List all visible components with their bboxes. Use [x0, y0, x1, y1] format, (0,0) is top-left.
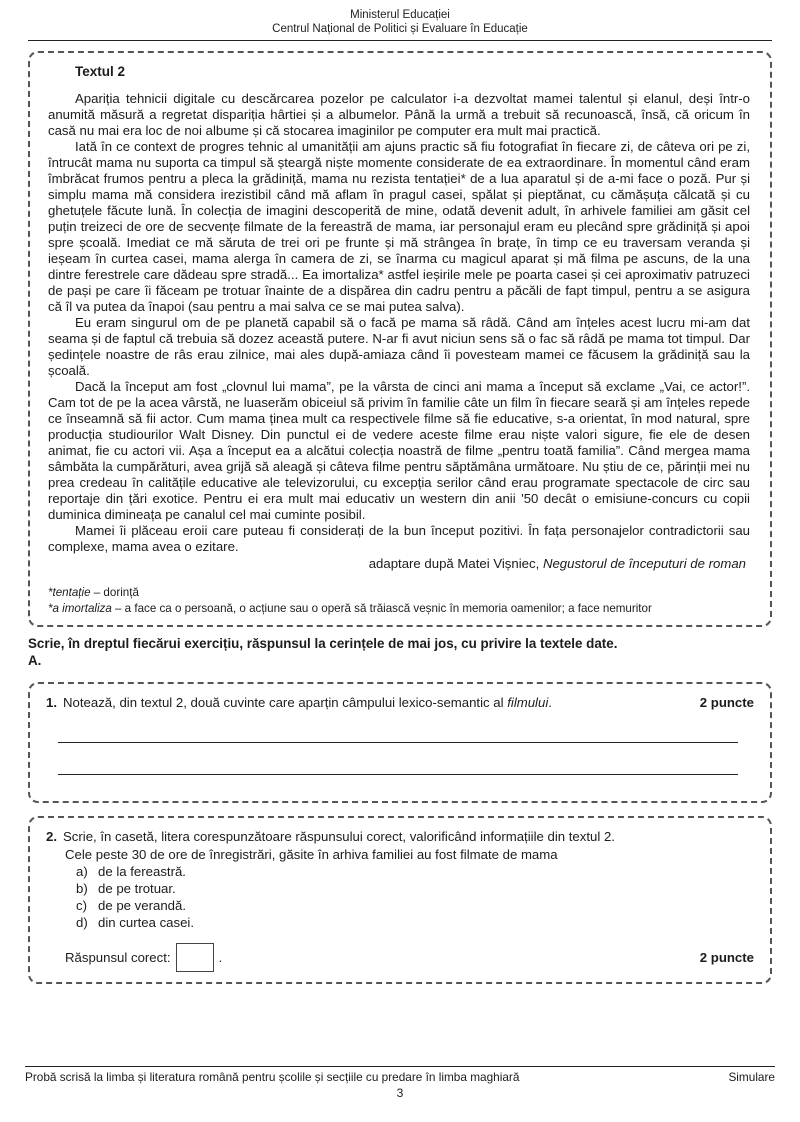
footnote-term: *a imortaliza: [48, 601, 112, 615]
answer-suffix: .: [218, 950, 223, 965]
footer-exam-name: Probă scrisă la limba și literatura română pentru școlile și secțiile cu predare în limba maghiară: [25, 1070, 520, 1084]
option-letter: b): [76, 881, 88, 896]
option-text: de pe trotuar.: [98, 881, 176, 896]
footnote-definition: – a face ca o persoană, o acțiune sau o operă să trăiască veșnic în memoria oamenilor; a face nemuritor: [111, 601, 652, 615]
attribution-work-title: Negustorul de începuturi de roman: [542, 556, 746, 571]
exercise2-option-c: [76, 897, 754, 914]
page-number: 3: [396, 1086, 404, 1100]
option-letter: d): [76, 915, 88, 930]
exercise2-stem: Cele peste 30 de ore de înregistrări, găsite în arhiva familiei au fost filmate de mama: [65, 847, 558, 862]
footnote-tentatie: [48, 585, 750, 601]
center-title: Centrul Național de Politici și Evaluare în Educație: [272, 22, 528, 35]
header-divider: [28, 40, 772, 41]
text2-paragraph-2: Iată în ce context de progres tehnic al umanității am ajuns practic să fiu fotografiat în fiecare zi, de câteva ori pe zi, întrucât mama nu suporta ca timpul să șteargă niște momente considerate de ea extraordinare. În momentul când eram îmbrăcat frumos pentru a pleca la grădiniță, mama nu rezista tentației* de a lua aparatul și de a-mi face o poză. Pur și simplu mama mă considera irezistibil când mă aflam în pragul casei, spălat și pieptănat, cu cămășuța călcată și cu ghetuțele făcute lună. În colecția de imagini descoperită de mine, odată devenit adult, în arhivele familiei am găsit cel puțin treizeci de ore de secvențe filmate de la fereastră de mama, iar personajul eram eu plecând spre grădiniță și apoi spre școală. Imediat ce mă săruta de trei ori pe frunte și mă strângea în brațe, în timp ce eu traversam veranda și ieșeam în curtea casei, mama alerga în camera de zi, se înarma cu magicul aparat și mă filma pe ascuns, de la una dintre ferestrele care dădeau spre stradă... Ea imortaliza* astfel ieșirile mele pe poarta casei și cei aproximativ patruzeci de pași pe care îi făceam pe trotuar înainte de a dispărea din cadru pentru a păcăli de fapt timpul, pentru a se asigura că îl va putea da înapoi (sau pentru a mai salva ce se mai putea salva).: [48, 139, 750, 314]
text2-paragraph-3: Eu eram singurul om de pe planetă capabil să o facă pe mama să râdă. Când am înțeles acest lucru mi-am dat seama și de faptul că trebuia să dozez această putere. N-ar fi avut niciun sens să o fac să râdă pe mama tot timpul. Dar ședințele noastre de râs erau zilnice, mai ales după-amiaza când îi povesteam mamei ce făcusem la grădiniță sau la școală.: [48, 315, 750, 378]
exercise2-prompt: Scrie, în casetă, litera corespunzătoare răspunsului corect, valorificând informațiile din textul 2.: [63, 829, 615, 844]
attribution-prefix: adaptare după Matei Vișniec,: [368, 556, 543, 571]
text2-paragraph-4: Dacă la început am fost „clovnul lui mama”, pe la vârsta de cinci ani mama a început să exclame „Vai, ce actor!”. Cam tot de pe la acea vârstă, ne luaserăm obiceiul să privim în familie câte un film în fiecare seară și am înțeles repede ce înseamnă să fii actor. Cum mama ținea mult ca respectivele filme să fie educative, s-a orientat, în mod natural, spre producția studiourilor Walt Disney. Din punctul ei de vedere aceste filme erau niște valori sigure, fie ele de desen animat, fie cu actori vii. Așa a început ea a alcătui colecția noastră de filme „pentru toată familia”. Când mergea mama sâmbăta la cumpărături, avea grijă să aleagă și câteva filme pentru săptămâna următoare. Nu știu de ce, părinții mei nu prea credeau în calitățile educative ale televizorului, cu excepția serilor când erau programate spectacole de circ sau reportaje din țări exotice. Pentru ei era mult mai educativ un western din anii '50 decât o emisiune-concurs cu copii duminica dimineața pe canalul cel mai cuminte posibil.: [48, 379, 750, 522]
exercise2-answer-box[interactable]: [176, 943, 214, 972]
text2-attribution: [48, 555, 750, 572]
text2-footnotes: [48, 585, 750, 616]
document-header: [0, 0, 800, 36]
exercise1-number: 1.: [46, 695, 57, 710]
exercise2-number: 2.: [46, 829, 57, 844]
exercise1-prompt: Notează, din textul 2, două cuvinte care aparțin câmpului lexico-semantic al filmului.: [63, 695, 552, 710]
section-a-label: A.: [28, 653, 42, 668]
exercise1-box: [28, 682, 772, 803]
answer-label: Răspunsul corect:: [65, 950, 171, 965]
option-text: din curtea casei.: [98, 915, 195, 930]
exercise2-option-b: [76, 880, 754, 897]
exercise2-header: [46, 828, 754, 845]
document-footer: [25, 1066, 775, 1100]
exercise2-points: 2 puncte: [699, 950, 754, 965]
text2-paragraph-1: Apariția tehnicii digitale cu descărcarea pozelor pe calculator i-a dezvoltat mamei talentul și elanul, deși într-o anumită măsură a regretat dispariția hârtiei și a albumelor. Până la urmă a trebuit să recunoască, însă, că oricum în casă nu mai era loc de noi albume și că stocarea imaginilor pe computer era mult mai practică.: [48, 91, 750, 138]
exercise2-box: [28, 816, 772, 984]
footnote-term: *tentație: [48, 586, 91, 599]
ministry-title: Ministerul Educației: [350, 9, 450, 21]
exercise1-points: 2 puncte: [699, 695, 754, 710]
footnote-imortaliza: [48, 601, 750, 617]
text2-paragraph-5: Mamei îi plăceau eroii care puteau fi considerați de la bun început pozitivi. În fața personajelor contradictorii sau complexe, mama avea o ezitare.: [48, 523, 750, 554]
exercise1-answer-line-2[interactable]: [58, 774, 738, 775]
footer-row: [25, 1070, 775, 1084]
option-text: de pe verandă.: [98, 898, 186, 913]
exercise2-option-a: [76, 863, 754, 880]
exercise2-answer-row: [65, 943, 754, 972]
exercise1-header: [46, 694, 754, 711]
exercise2-option-d: [76, 914, 754, 931]
text2-title: Textul 2: [75, 64, 126, 79]
option-letter: a): [76, 864, 88, 879]
footer-session-label: Simulare: [728, 1070, 775, 1084]
exercise1-answer-line-1[interactable]: [58, 742, 738, 743]
footnote-definition: – dorință: [90, 586, 139, 599]
option-letter: c): [76, 898, 87, 913]
general-instruction: Scrie, în dreptul fiecărui exercițiu, răspunsul la cerințele de mai jos, cu privire la textele date.: [28, 636, 618, 651]
text2-passage-box: [28, 51, 772, 627]
option-text: de la fereastră.: [98, 864, 186, 879]
